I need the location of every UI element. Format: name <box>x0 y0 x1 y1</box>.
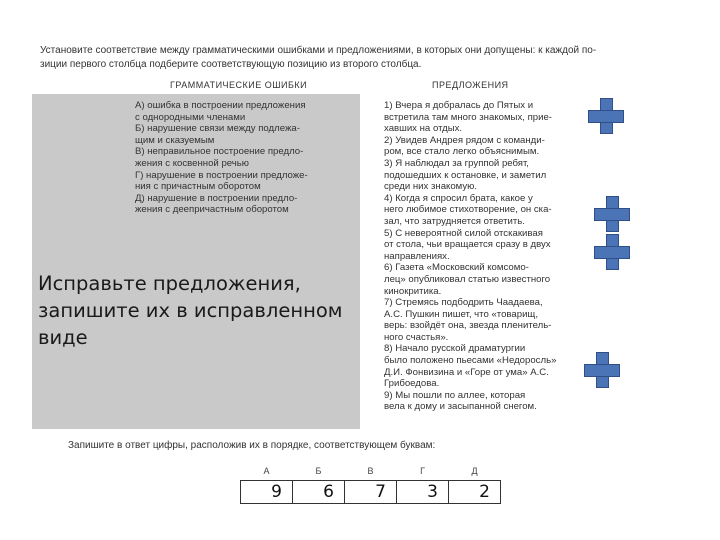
sentence-line: 7) Стремясь подбодрить Чаадаева, <box>384 297 543 309</box>
sentence-line: 2) Увидев Андрея рядом с команди- <box>384 134 545 146</box>
error-line: ния с причастным оборотом <box>135 181 261 193</box>
error-line: щим и сказуемым <box>135 134 215 146</box>
sentences-column-header: ПРЕДЛОЖЕНИЯ <box>432 80 509 90</box>
sentence-line: хавших на отдых. <box>384 123 463 135</box>
sentence-line: 8) Начало русской драматургии <box>384 343 526 355</box>
sentence-line: Грибоедова. <box>384 378 440 390</box>
answer-digit: 2 <box>449 481 501 504</box>
plus-icon[interactable] <box>584 352 620 388</box>
sentence-line: 4) Когда я спросил брата, какое у <box>384 192 533 204</box>
sentence-line: кинокритика. <box>384 285 442 297</box>
answer-letter: А <box>263 466 270 476</box>
error-line: В) неправильное построение предло- <box>135 146 304 158</box>
answer-letter: В <box>367 466 374 476</box>
answer-digit: 9 <box>241 481 293 504</box>
sentence-line: 1) Вчера я добралась до Пятых и <box>384 100 534 111</box>
plus-icon[interactable] <box>594 234 630 270</box>
sentence-line: от стола, чьи вращается сразу в двух <box>384 239 551 251</box>
errors-column-header: ГРАММАТИЧЕСКИЕ ОШИБКИ <box>170 80 308 90</box>
errors-list <box>135 100 347 216</box>
sentence-line: Д.И. Фонвизина и «Горе от ума» А.С. <box>384 366 549 378</box>
sentence-line: ного счастья». <box>384 331 449 343</box>
sentence-line: 3) Я наблюдал за группой ребят, <box>384 157 529 169</box>
sentence-line: зал, что затрудняется ответить. <box>384 215 525 227</box>
error-line: Г) нарушение в построении предложе- <box>135 169 308 181</box>
plus-icon[interactable] <box>594 196 630 232</box>
error-line: с однородными членами <box>135 111 246 123</box>
instruction-line: зиции первого столбца подберите соответствующую позицию из второго столбца. <box>40 59 422 70</box>
sentence-line: подошедших к остановке, и заметил <box>384 169 547 181</box>
sentence-line: встретила там много знакомых, прие- <box>384 111 552 123</box>
answer-table <box>240 462 501 504</box>
answer-letter: Д <box>471 466 478 476</box>
answer-digit: 7 <box>345 481 397 504</box>
answer-letter: Б <box>315 466 322 476</box>
sentence-line: было положено пьесами «Недоросль» <box>384 355 557 367</box>
answer-letter: Г <box>420 466 425 476</box>
error-line: А) ошибка в построении предложения <box>135 100 306 111</box>
answer-digit: 6 <box>293 481 345 504</box>
sentence-line: 6) Газета «Московский комсомо- <box>384 262 529 274</box>
instruction-line: Установите соответствие между грамматическими ошибками и предложениями, в которых они допущены: к каждой по- <box>40 45 597 56</box>
error-line: Б) нарушение связи между подлежа- <box>135 123 300 135</box>
plus-icon[interactable] <box>588 98 624 134</box>
correction-prompt: Исправьте предложения, запишите их в исправленном виде <box>38 272 343 349</box>
task-instruction <box>40 44 680 72</box>
sentence-line: среди них знакомую. <box>384 181 478 193</box>
sentences-list <box>384 100 580 413</box>
sentence-line: 5) С невероятной силой отскакивая <box>384 227 543 239</box>
sentence-line: ром, все стало легко объяснимым. <box>384 146 540 158</box>
error-line: жения с деепричастным оборотом <box>135 204 289 216</box>
sentence-line: него любимое стихотворение, он ска- <box>384 204 552 216</box>
sentence-line: лец» опубликовал статью известного <box>384 273 551 285</box>
answer-digit: 3 <box>397 481 449 504</box>
sentence-line: верь: взойдёт она, звезда пленитель- <box>384 320 552 332</box>
sentence-line: вела к дому и засыпанной снегом. <box>384 401 537 413</box>
sentence-line: А.С. Пушкин пишет, что «товарищ, <box>384 308 538 320</box>
sentence-line: направлениях. <box>384 250 450 262</box>
sentence-line: 9) Мы пошли по аллее, которая <box>384 389 526 401</box>
answer-instruction: Запишите в ответ цифры, расположив их в порядке, соответствующем буквам: <box>68 440 436 451</box>
error-line: Д) нарушение в построении предло- <box>135 192 298 204</box>
error-line: жения с косвенной речью <box>135 157 249 169</box>
